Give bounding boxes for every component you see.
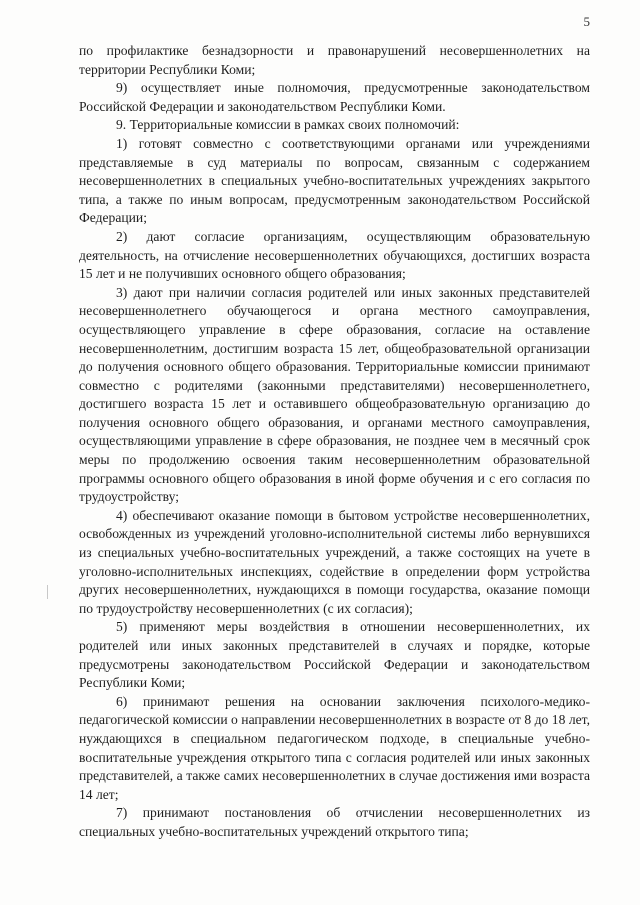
paragraph-item-6: 6) принимают решения на основании заключения психолого-медико-педагогической комиссии о направлении несовершеннолетних в возрасте от 8 до 18 лет, нуждающихся в специальном педагогическом подходе, в специальные учебно-воспитательные учреждения открытого типа с согласия родителей или иных законных представителей, а также самих несовершеннолетних в случае достижения ими возраста 14 лет; xyxy=(79,693,590,802)
paragraph-item-1: 1) готовят совместно с соответствующими органами или учреждениями представляемые в суд материалы по вопросам, связанным с содержанием несовершеннолетних в специальных учебно-воспитательных учреждениях закрытого типа, а также по иным вопросам, предусмотренным законодательством Российской Федерации; xyxy=(79,135,590,226)
paragraph-item-2: 2) дают согласие организациям, осуществляющим образовательную деятельность, на отчисление несовершеннолетних обучающихся, достигших возраста 15 лет и не получивших основного общего образования; xyxy=(79,228,590,282)
paragraph-item-4: 4) обеспечивают оказание помощи в бытовом устройстве несовершеннолетних, освобожденных из учреждений уголовно-исполнительной системы либо вернувшихся из специальных учебно-воспитательных учреждений, а также состоящих на учете в уголовно-исполнительных инспекциях, содействие в определении форм устройства других несовершеннолетних, нуждающихся в помощи государства, оказание помощи по трудоустройству несовершеннолетних (с их согласия); xyxy=(79,507,590,616)
paragraph-continuation: по профилактике безнадзорности и правонарушений несовершеннолетних на территории Республики Коми; xyxy=(79,43,590,77)
body-text xyxy=(79,42,590,842)
scan-artifact xyxy=(47,585,48,599)
paragraph-item-9-other-powers: 9) осуществляет иные полномочия, предусмотренные законодательством Российской Федерации и законодательством Республики Коми. xyxy=(79,80,590,114)
paragraph-item-3: 3) дают при наличии согласия родителей или иных законных представителей несовершеннолетнего обучающегося и органа местного самоуправления, осуществляющего управление в сфере образования, согласие на оставление несовершеннолетним, достигшим возраста 15 лет, общеобразовательной организации до получения основного общего образования. Территориальные комиссии принимают совместно с родителями (законными представителями) несовершеннолетнего, достигшего возраста 15 лет и оставившего общеобразовательную организацию до получения основного общего образования, и органами местного самоуправления, осуществляющими управление в сфере образования, не позднее чем в месячный срок меры по продолжению освоения таким несовершеннолетним образовательной программы основного общего образования в иной форме обучения и с его согласия по трудоустройству; xyxy=(79,284,590,505)
page-number: 5 xyxy=(583,14,590,29)
paragraph-item-5: 5) применяют меры воздействия в отношении несовершеннолетних, их родителей или иных законных представителей в случаях и порядке, которые предусмотрены законодательством Российской Федерации и законодательством Республики Коми; xyxy=(79,619,590,691)
paragraph-section-9: 9. Территориальные комиссии в рамках своих полномочий: xyxy=(116,117,460,133)
paragraph-item-7: 7) принимают постановления об отчислении несовершеннолетних из специальных учебно-воспитательных учреждений открытого типа; xyxy=(79,805,590,839)
